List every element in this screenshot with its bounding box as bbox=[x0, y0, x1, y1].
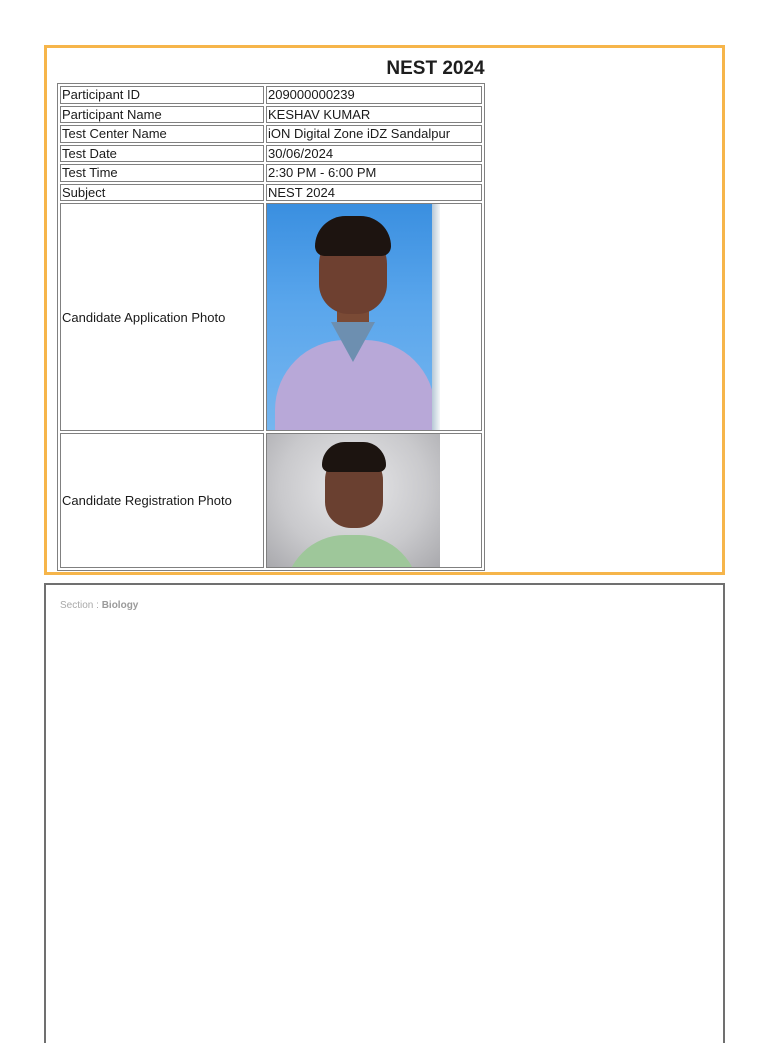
test-date-label: Test Date bbox=[60, 145, 264, 163]
table-row bbox=[60, 106, 482, 124]
candidate-info-card bbox=[44, 45, 725, 575]
exam-title: NEST 2024 bbox=[386, 58, 485, 79]
table-row bbox=[60, 184, 482, 202]
application-photo-cell bbox=[266, 203, 482, 431]
test-time-value: 2:30 PM - 6:00 PM bbox=[266, 164, 482, 182]
candidate-details-table bbox=[57, 83, 485, 571]
candidate-registration-photo bbox=[267, 434, 440, 567]
table-row bbox=[60, 203, 482, 431]
candidate-application-photo bbox=[267, 204, 440, 430]
test-center-label: Test Center Name bbox=[60, 125, 264, 143]
registration-photo-label: Candidate Registration Photo bbox=[60, 433, 264, 568]
application-photo-label: Candidate Application Photo bbox=[60, 203, 264, 431]
table-row bbox=[60, 86, 482, 104]
table-row bbox=[60, 125, 482, 143]
table-row bbox=[60, 433, 482, 568]
participant-name-label: Participant Name bbox=[60, 106, 264, 124]
test-date-value: 30/06/2024 bbox=[266, 145, 482, 163]
section-prefix: Section : bbox=[60, 600, 102, 611]
registration-photo-cell bbox=[266, 433, 482, 568]
participant-id-label: Participant ID bbox=[60, 86, 264, 104]
test-center-value: iON Digital Zone iDZ Sandalpur bbox=[266, 125, 482, 143]
subject-label: Subject bbox=[60, 184, 264, 202]
section-heading bbox=[60, 600, 138, 611]
table-row bbox=[60, 164, 482, 182]
participant-id-value: 209000000239 bbox=[266, 86, 482, 104]
table-row bbox=[60, 145, 482, 163]
participant-name-value: KESHAV KUMAR bbox=[266, 106, 482, 124]
subject-value: NEST 2024 bbox=[266, 184, 482, 202]
section-name: Biology bbox=[101, 600, 139, 611]
test-time-label: Test Time bbox=[60, 164, 264, 182]
section-panel bbox=[44, 583, 725, 1043]
